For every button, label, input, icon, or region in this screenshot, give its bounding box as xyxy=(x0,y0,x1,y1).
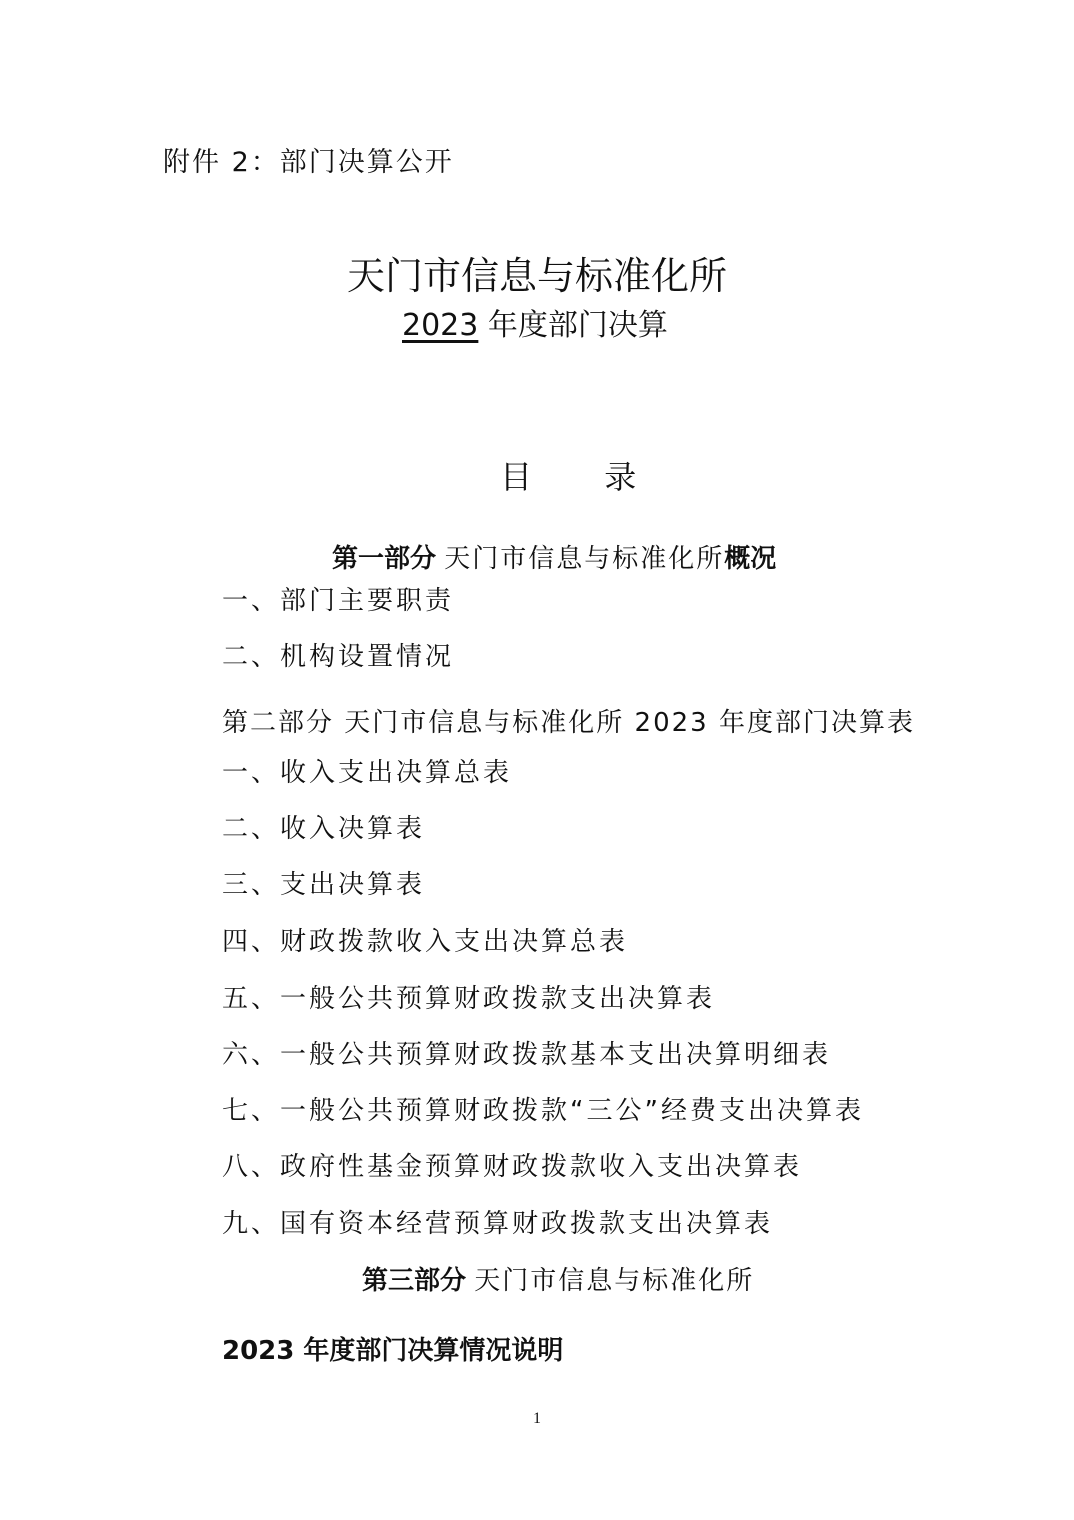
toc-item: 六、一般公共预算财政拨款基本支出决算明细表 xyxy=(222,1040,832,1070)
toc-part-3-subtitle: 2023 年度部门决算情况说明 xyxy=(222,1336,564,1366)
toc-part-3 xyxy=(362,1260,754,1297)
toc-item: 二、机构设置情况 xyxy=(222,642,455,672)
part-1-org: 天门市信息与标准化所 xyxy=(444,544,725,574)
toc-item: 九、国有资本经营预算财政拨款支出决算表 xyxy=(222,1209,774,1239)
toc-heading-char-1: 目 xyxy=(500,458,533,496)
part-3-prefix: 第三部分 xyxy=(362,1266,467,1296)
toc-heading xyxy=(500,452,636,498)
document-title: 天门市信息与标准化所 xyxy=(346,254,727,298)
subtitle-year: 2023 xyxy=(402,308,479,343)
toc-item: 四、财政拨款收入支出决算总表 xyxy=(222,927,629,957)
toc-heading-char-2: 录 xyxy=(604,458,637,496)
toc-item: 八、政府性基金预算财政拨款收入支出决算表 xyxy=(222,1152,803,1182)
toc-part-2: 第二部分 天门市信息与标准化所 2023 年度部门决算表 xyxy=(222,708,915,738)
toc-item: 二、收入决算表 xyxy=(222,814,426,844)
toc-item: 一、收入支出决算总表 xyxy=(222,758,513,788)
part-1-prefix: 第一部分 xyxy=(332,544,437,574)
toc-item: 三、支出决算表 xyxy=(222,870,426,900)
toc-item: 五、一般公共预算财政拨款支出决算表 xyxy=(222,984,716,1014)
document-subtitle xyxy=(402,300,668,344)
part-3-org: 天门市信息与标准化所 xyxy=(474,1266,755,1296)
page-number: 1 xyxy=(533,1410,541,1427)
toc-item: 七、一般公共预算财政拨款“三公”经费支出决算表 xyxy=(222,1096,864,1126)
attachment-label: 附件 2：部门决算公开 xyxy=(163,147,454,178)
toc-item: 一、部门主要职责 xyxy=(222,586,455,616)
part-1-suffix: 概况 xyxy=(724,544,777,574)
subtitle-text: 年度部门决算 xyxy=(487,308,668,343)
toc-part-1 xyxy=(332,538,776,575)
